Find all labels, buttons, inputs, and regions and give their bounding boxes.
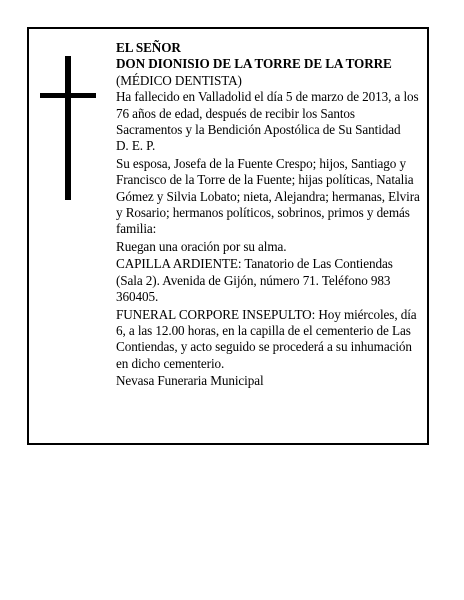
cross-icon [40,56,96,200]
profession: (MÉDICO DENTISTA) [116,72,242,88]
death-announcement: Ha fallecido en Valladolid el día 5 de marzo de 2013, a los 76 años de edad, después de recibir los Santos Sacramentos y la Bendición Apostólica de Su Santidad [116,89,419,138]
cross-vertical-bar [65,56,71,200]
deceased-name: DON DIONISIO DE LA TORRE DE LA TORRE [116,56,392,72]
rip-abbreviation: D. E. P. [116,138,156,154]
notice-text [116,40,422,390]
obituary-notice [27,27,429,445]
funeral-home: Nevasa Funeraria Municipal [116,373,264,389]
family-list: Su esposa, Josefa de la Fuente Crespo; hijos, Santiago y Francisco de la Torre de la Fuente; hijas políticas, Natalia Gómez y Silvia Lobato; nieta, Alejandra; hermanas, Elvira y Rosario; hermanos políticos, sobrinos, primos y demás familia: [116,155,420,237]
chapel-info: CAPILLA ARDIENTE: Tanatorio de Las Contiendas (Sala 2). Avenida de Gijón, número 71. Teléfono 983 360405. [116,256,393,305]
funeral-info: FUNERAL CORPORE INSEPULTO: Hoy miércoles, día 6, a las 12.00 horas, en la capilla de el cementerio de Las Contiendas, y acto seguido se procederá a su inhumación en dicho cementerio. [116,306,417,371]
honorific: EL SEÑOR [116,40,181,55]
cross-horizontal-bar [40,93,96,98]
prayer-request: Ruegan una oración por su alma. [116,238,287,254]
